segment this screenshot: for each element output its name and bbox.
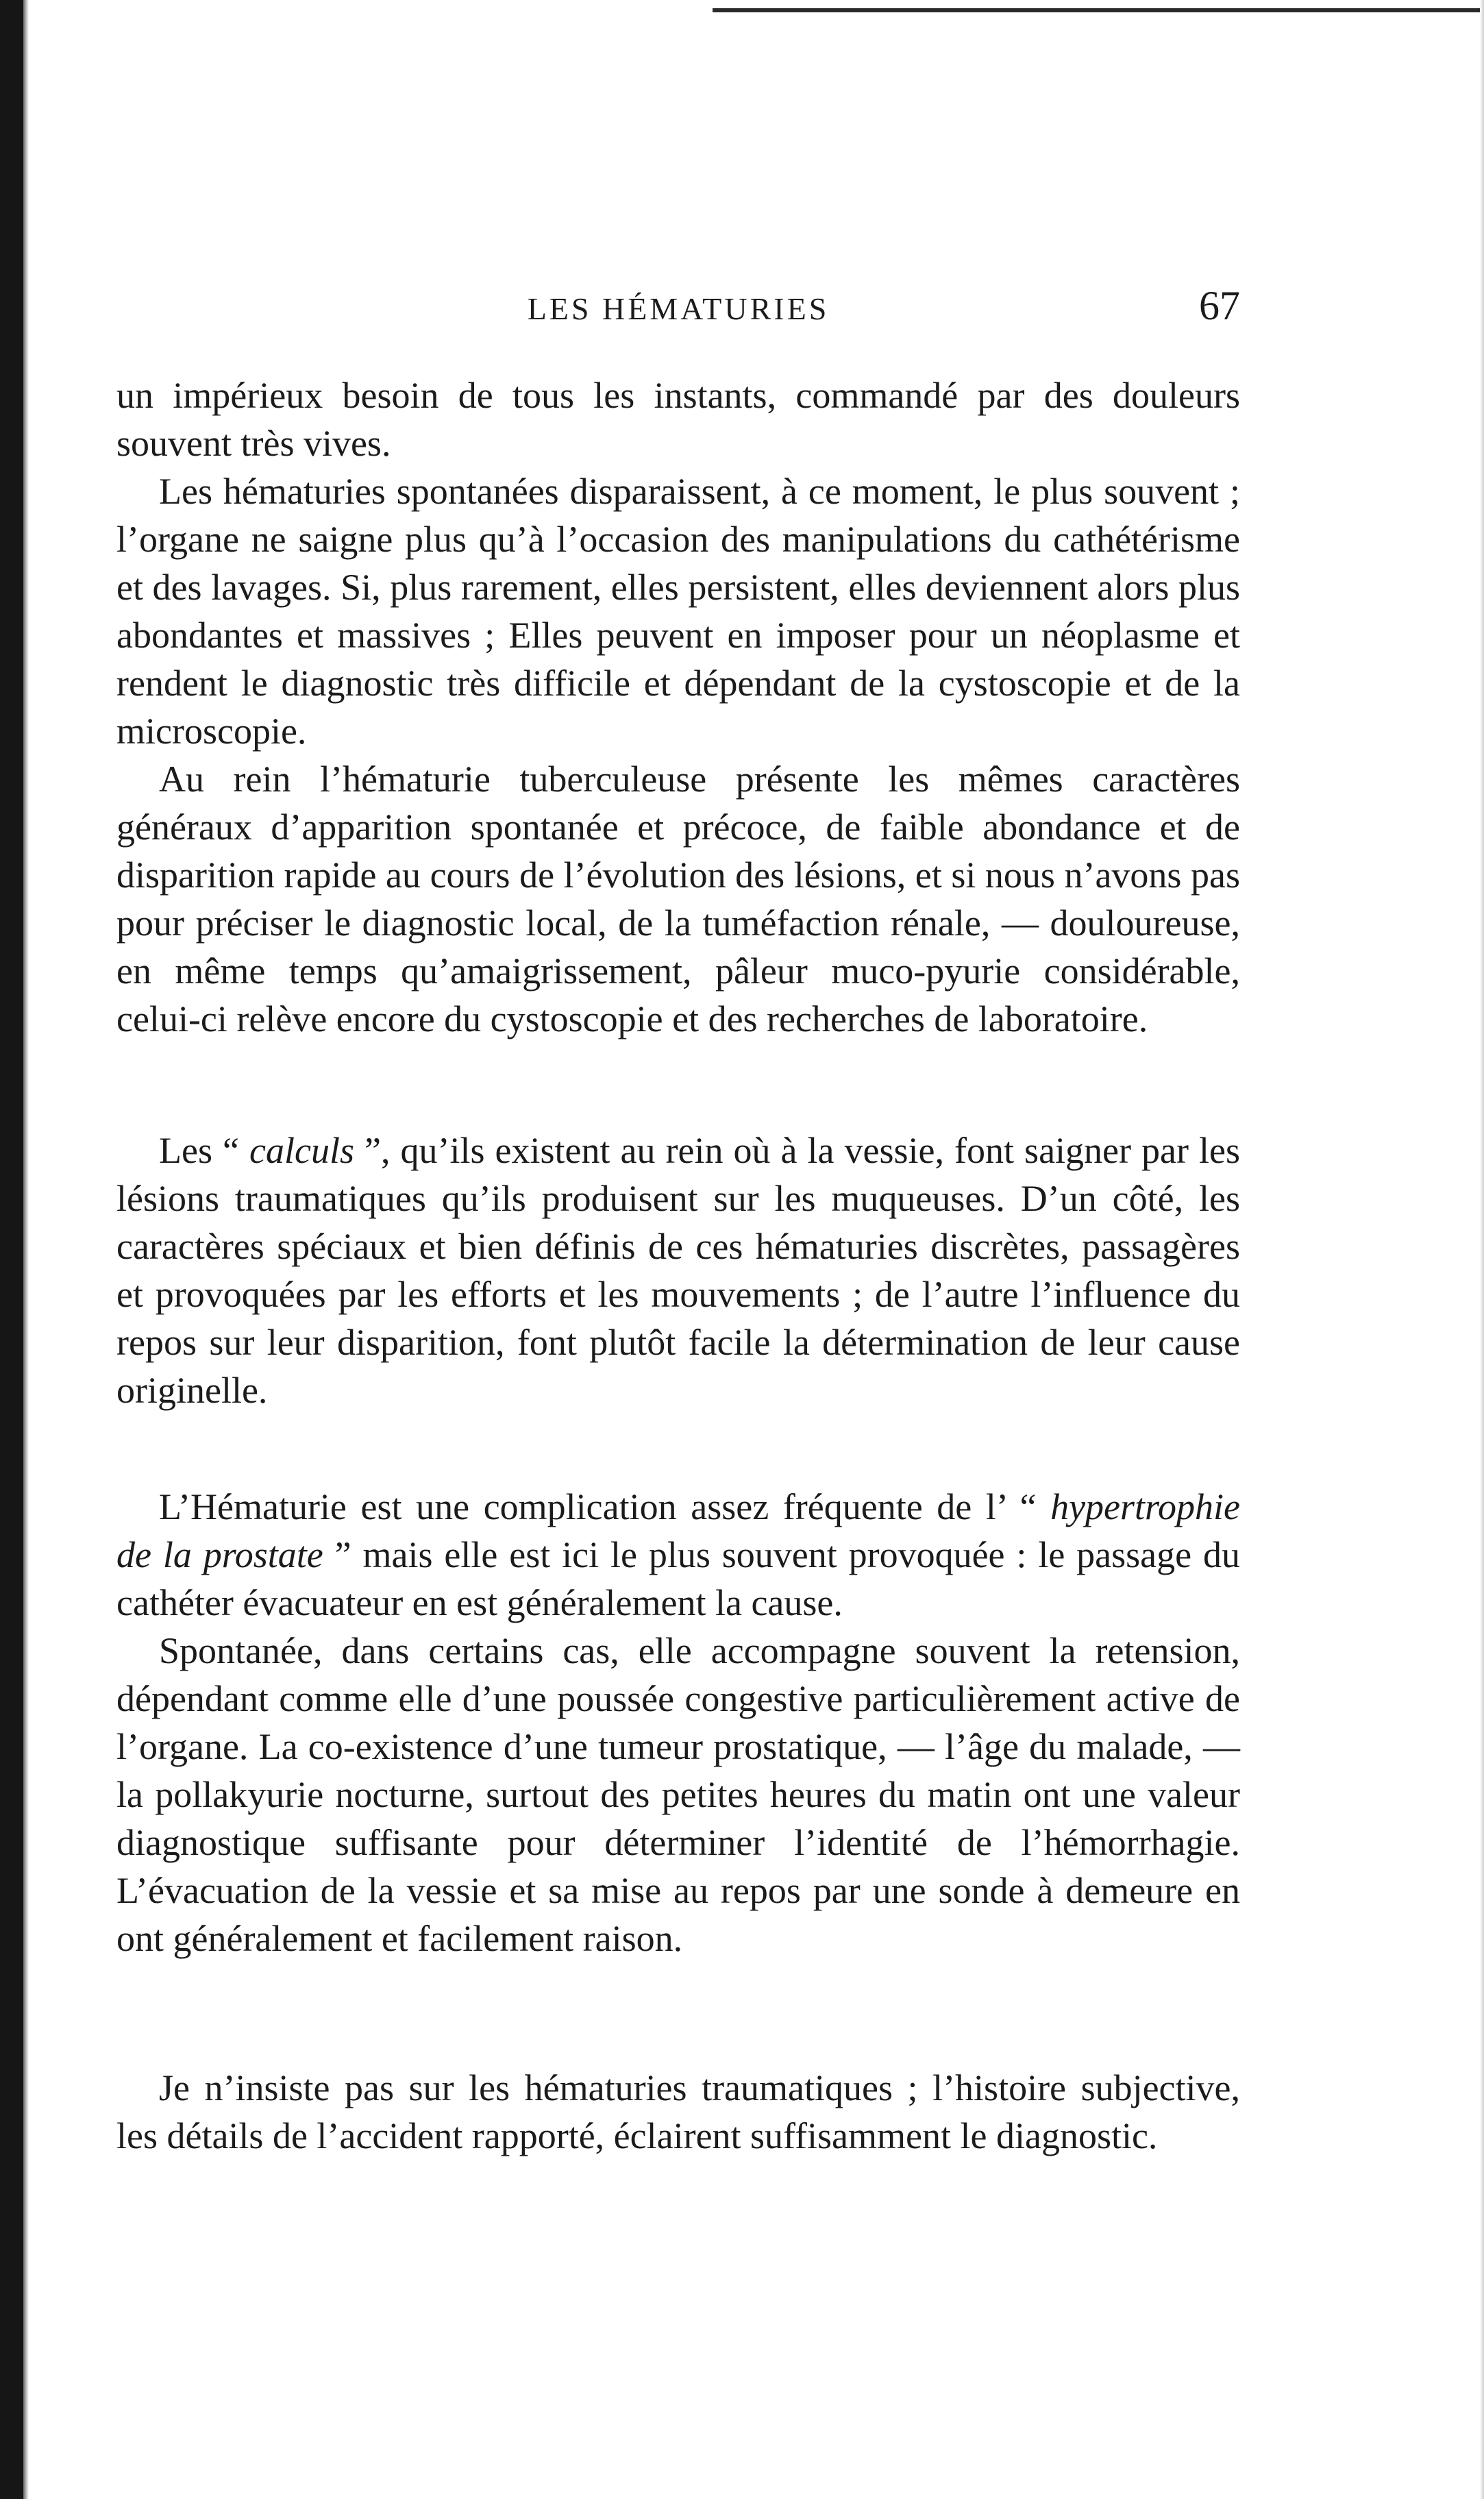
section-2 [116, 1127, 1240, 1414]
paragraph: Je n’insiste pas sur les hématuries traumatiques ; l’histoire subjective, les détails de l’accident rapporté, éclairent suffisamment le diagnostic. [116, 2067, 1240, 2156]
paragraph-text: ” mais elle est ici le plus souvent provoquée : le passage du cathéter évacuateur en est généralement la cause. [116, 1534, 1240, 1623]
paragraph-text: L’Hématurie est une complication assez fréquente de l’ “ [159, 1486, 1051, 1527]
section-4 [116, 2064, 1240, 2160]
italic-term: calculs [249, 1130, 354, 1171]
page-number: 67 [1199, 283, 1240, 328]
scan-top-rule [713, 8, 1484, 12]
paragraph: un impérieux besoin de tous les instants, commandé par des douleurs souvent très vives. [116, 375, 1240, 464]
paragraph-text: Les “ [159, 1130, 249, 1171]
running-title: LES HÉMATURIES [527, 291, 830, 326]
section-1 [116, 371, 1240, 1043]
paragraph [116, 1127, 1240, 1414]
paragraph: Les hématuries spontanées disparaissent, à ce moment, le plus souvent ; l’organe ne saigne plus qu’à l’occasion des manipulations du cathétérisme et des lavages. Si, plus rarement, elles persistent, elles deviennent alors plus abondantes et massives ; Elles peuvent en imposer pour un néoplasme et rendent le diagnostic très difficile et dépendant de la cystoscopie et de la microscopie. [116, 471, 1240, 752]
scan-right-edge [1480, 0, 1484, 2499]
running-head [116, 282, 1240, 337]
scan-binding-edge [0, 0, 23, 2499]
section-3 [116, 1483, 1240, 1962]
paragraph: Au rein l’hématurie tuberculeuse présente les mêmes caractères généraux d’apparition spontanée et précoce, de faible abondance et de disparition rapide au cours de l’évolution des lésions, et si nous n’avons pas pour préciser le diagnostic local, de la tuméfaction rénale, — douloureuse, en même temps qu’amaigrissement, pâleur muco-pyurie considérable, celui-ci relève encore du cystoscopie et des recherches de laboratoire. [116, 759, 1240, 1039]
italic-term: hypertrophie de la prostate [116, 1486, 1240, 1575]
paragraph [116, 1483, 1240, 1627]
scan-binding-shadow [23, 0, 29, 2499]
paragraph-text: ”, qu’ils existent au rein où à la vessie, font saigner par les lésions traumatiques qu’ils produisent sur les muqueuses. D’un côté, les caractères spéciaux et bien définis de ces hématuries discrètes, passagères et provoquées par les efforts et les mouvements ; de l’autre l’influence du repos sur leur disparition, font plutôt facile la détermination de leur cause originelle. [116, 1130, 1240, 1411]
paragraph: Spontanée, dans certains cas, elle accompagne souvent la retension, dépendant comme elle d’une poussée congestive particulièrement active de l’organe. La co-existence d’une tumeur prostatique, — l’âge du malade, — la pollakyurie nocturne, surtout des petites heures du matin ont une valeur diagnostique suffisante pour déterminer l’identité de l’hémorrhagie. L’évacuation de la vessie et sa mise au repos par une sonde à demeure en ont généralement et facilement raison. [116, 1630, 1240, 1959]
